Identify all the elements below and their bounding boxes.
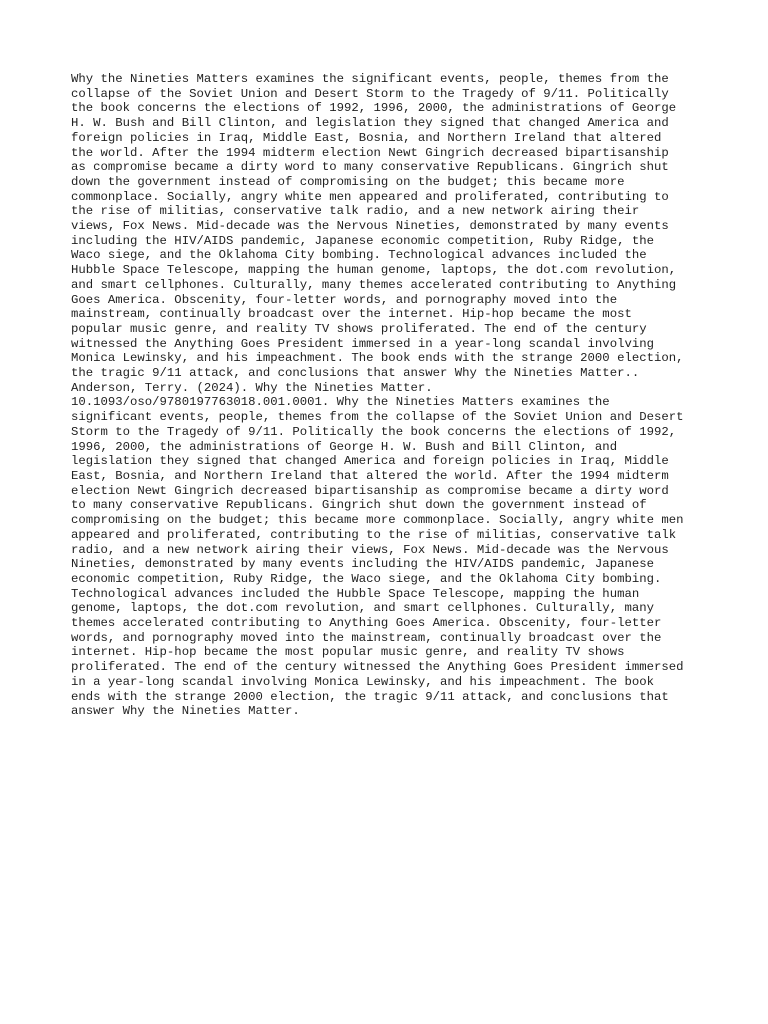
text-line: proliferated. The end of the century witnessed the Anything Goes President immersed: [71, 660, 684, 675]
text-line: genome, laptops, the dot.com revolution, and smart cellphones. Culturally, many: [71, 601, 654, 616]
text-line: Hubble Space Telescope, mapping the human genome, laptops, the dot.com revolution,: [71, 263, 677, 278]
text-line: election Newt Gingrich decreased bipartisanship as compromise became a dirty word: [71, 483, 669, 498]
text-line: significant events, people, themes from the collapse of the Soviet Union and Desert: [71, 410, 684, 425]
text-line: words, and pornography moved into the mainstream, continually broadcast over the: [71, 630, 662, 645]
text-line: commonplace. Socially, angry white men appeared and proliferated, contributing to: [71, 189, 669, 204]
text-line: Why the Nineties Matters examines the significant events, people, themes from the: [71, 72, 669, 86]
text-line: Technological advances included the Hubble Space Telescope, mapping the human: [71, 586, 640, 601]
text-line: Monica Lewinsky, and his impeachment. The book ends with the strange 2000 election,: [71, 351, 684, 366]
text-line: witnessed the Anything Goes President immersed in a year-long scandal involving: [71, 336, 654, 351]
text-line: as compromise became a dirty word to many conservative Republicans. Gingrich shut: [71, 160, 669, 175]
text-line: the world. After the 1994 midterm election Newt Gingrich decreased bipartisanship: [71, 145, 669, 160]
text-line: Storm to the Tragedy of 9/11. Politically the book concerns the elections of 1992,: [71, 424, 677, 439]
text-line: 1996, 2000, the administrations of George H. W. Bush and Bill Clinton, and: [71, 439, 618, 454]
text-line: popular music genre, and reality TV shows proliferated. The end of the century: [71, 321, 647, 336]
text-line: and smart cellphones. Culturally, many themes accelerated contributing to Anything: [71, 277, 677, 292]
doi-line: 10.1093/oso/9780197763018.001.0001. Why the Nineties Matters examines the: [71, 395, 610, 410]
text-line: internet. Hip-hop became the most popular music genre, and reality TV shows: [71, 645, 625, 660]
text-line: to many conservative Republicans. Gingrich shut down the government instead of: [71, 498, 647, 513]
text-line: collapse of the Soviet Union and Desert Storm to the Tragedy of 9/11. Politically: [71, 86, 669, 101]
text-line: down the government instead of compromising on the budget; this became more: [71, 174, 625, 189]
text-line: economic competition, Ruby Ridge, the Waco siege, and the Oklahoma City bombing.: [71, 571, 662, 586]
text-line: the book concerns the elections of 1992, 1996, 2000, the administrations of George: [71, 101, 677, 116]
text-line: appeared and proliferated, contributing to the rise of militias, conservative talk: [71, 527, 677, 542]
text-line: Goes America. Obscenity, four-letter words, and pornography moved into the: [71, 292, 618, 307]
text-line: answer Why the Nineties Matter.: [71, 704, 300, 719]
text-line: foreign policies in Iraq, Middle East, Bosnia, and Northern Ireland that altered: [71, 130, 662, 145]
abstract-text-block: [71, 72, 711, 719]
text-line: Waco siege, and the Oklahoma City bombing. Technological advances included the: [71, 248, 647, 263]
text-line: the rise of militias, conservative talk radio, and a new network airing their: [71, 204, 640, 219]
citation-line: Anderson, Terry. (2024). Why the Nineties Matter.: [71, 380, 433, 395]
text-line: Nineties, demonstrated by many events including the HIV/AIDS pandemic, Japanese: [71, 557, 654, 572]
text-line: in a year-long scandal involving Monica Lewinsky, and his impeachment. The book: [71, 674, 654, 689]
text-line: ends with the strange 2000 election, the tragic 9/11 attack, and conclusions that: [71, 689, 669, 704]
text-line: views, Fox News. Mid-decade was the Nervous Nineties, demonstrated by many events: [71, 219, 669, 234]
text-line: including the HIV/AIDS pandemic, Japanese economic competition, Ruby Ridge, the: [71, 233, 654, 248]
text-line: compromising on the budget; this became more commonplace. Socially, angry white men: [71, 513, 684, 528]
text-line: themes accelerated contributing to Anything Goes America. Obscenity, four-letter: [71, 616, 662, 631]
text-line: mainstream, continually broadcast over the internet. Hip-hop became the most: [71, 307, 632, 322]
text-line: radio, and a new network airing their views, Fox News. Mid-decade was the Nervous: [71, 542, 669, 557]
text-line: H. W. Bush and Bill Clinton, and legislation they signed that changed America and: [71, 116, 669, 131]
text-line: East, Bosnia, and Northern Ireland that altered the world. After the 1994 midterm: [71, 468, 669, 483]
text-line: legislation they signed that changed America and foreign policies in Iraq, Middle: [71, 454, 669, 469]
text-line: the tragic 9/11 attack, and conclusions that answer Why the Nineties Matter..: [71, 366, 640, 381]
